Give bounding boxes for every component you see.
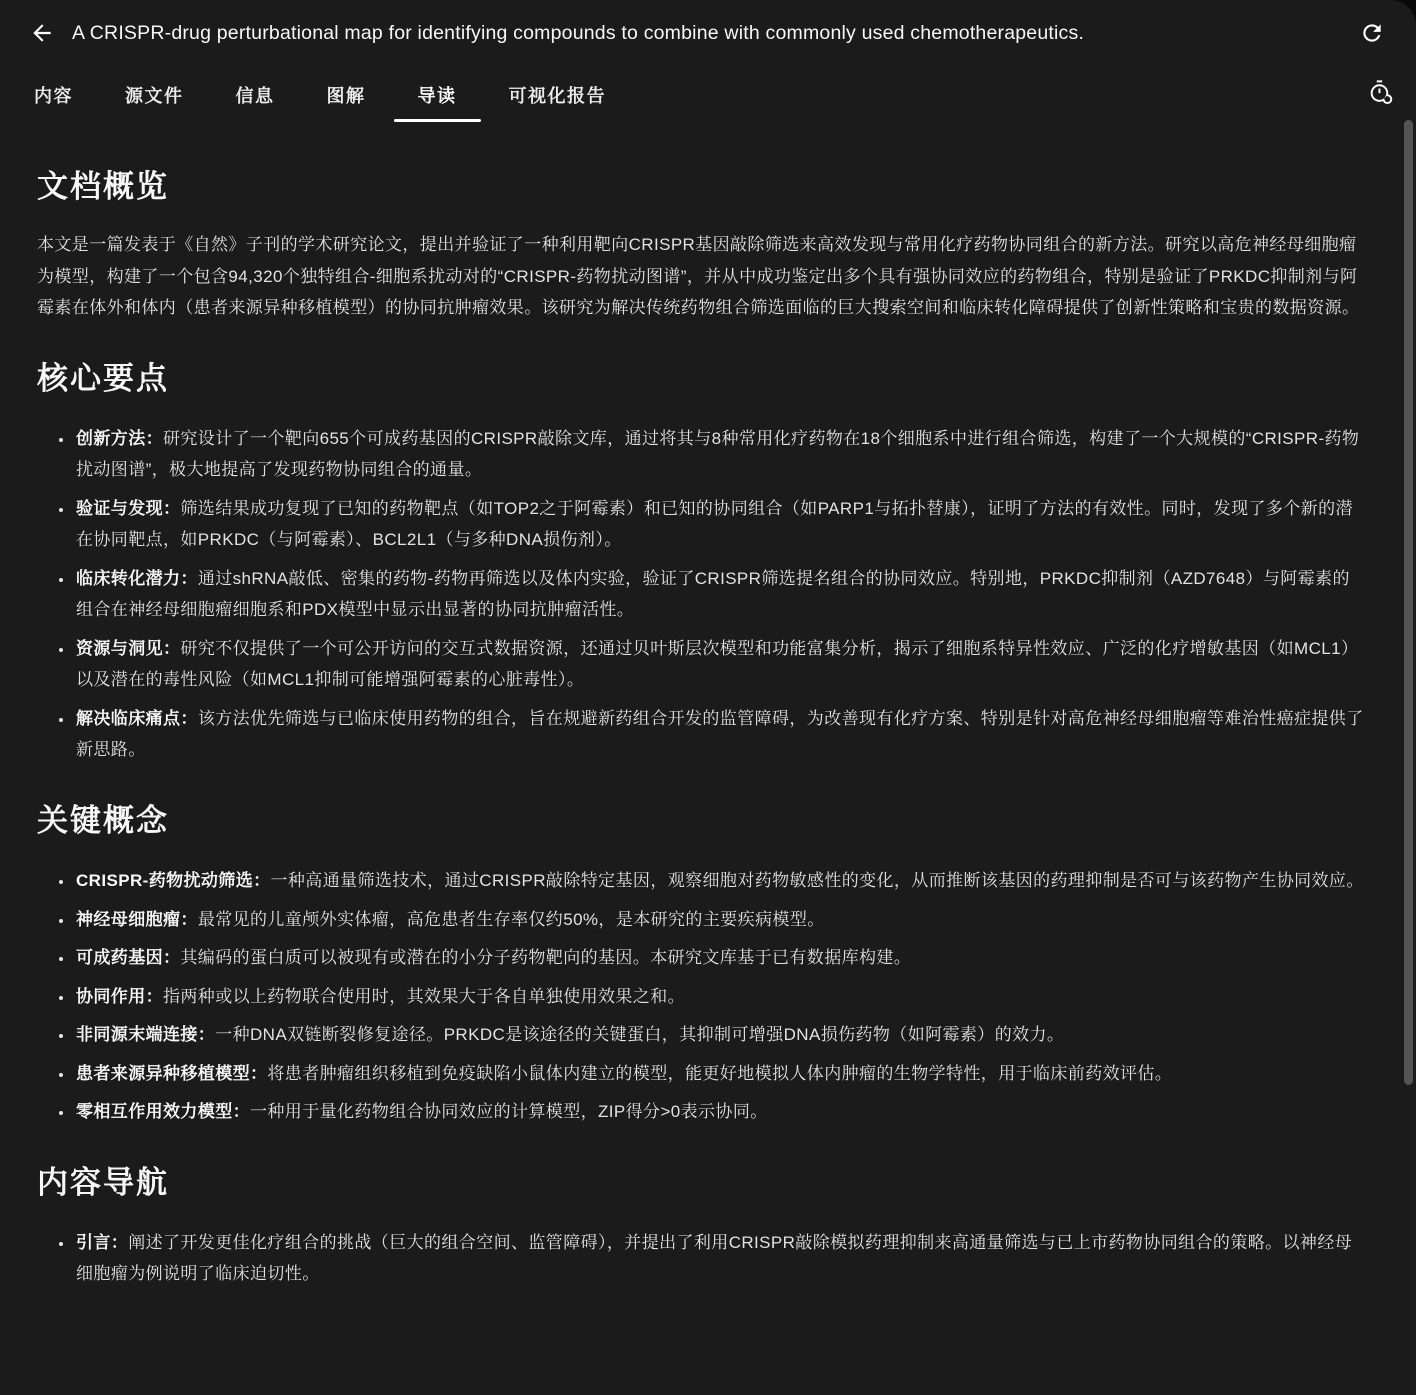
bullet-text: 研究不仅提供了一个可公开访问的交互式数据资源，还通过贝叶斯层次模型和功能富集分析，揭示了细胞系特异性效应、广泛的化疗增敏基因（如MCL1）以及潜在的毒性风险（如MCL1抑制可能增强阿霉素的心脏毒性）。 bbox=[76, 638, 1359, 690]
section-key-points bbox=[37, 360, 1366, 766]
bullet-text: 最常见的儿童颅外实体瘤，高危患者生存率仅约50%，是本研究的主要疾病模型。 bbox=[197, 909, 825, 929]
list-item bbox=[74, 703, 1366, 766]
bullet-term: 引言： bbox=[76, 1232, 129, 1252]
list-item bbox=[74, 563, 1366, 626]
tab-content[interactable]: 内容 bbox=[34, 86, 73, 106]
bullet-text: 阐述了开发更佳化疗组合的挑战（巨大的组合空间、监管障碍），并提出了利用CRISPR敲除模拟药理抑制来高通量筛选与已上市药物协同组合的策略。以神经母细胞瘤为例说明了临床迫切性。 bbox=[76, 1232, 1353, 1284]
list-item bbox=[74, 1227, 1366, 1290]
bullet-term: 资源与洞见： bbox=[76, 638, 181, 658]
header-bar bbox=[0, 0, 1416, 66]
tab-source-files[interactable]: 源文件 bbox=[125, 86, 184, 106]
document-title: A CRISPR-drug perturbational map for identifying compounds to combine with commonly used chemotherapeutics. bbox=[72, 21, 1085, 44]
section-heading-content-navigation: 内容导航 bbox=[37, 1164, 169, 1200]
bullet-term: 协同作用： bbox=[76, 986, 163, 1006]
content-navigation-list bbox=[37, 1227, 1366, 1290]
bullet-term: 解决临床痛点： bbox=[76, 708, 198, 728]
section-heading-overview: 文档概览 bbox=[37, 169, 169, 204]
bullet-term: 零相互作用效力模型： bbox=[76, 1102, 250, 1122]
bullet-term: 创新方法： bbox=[76, 428, 163, 448]
section-content-navigation bbox=[37, 1164, 1366, 1290]
bullet-term: 可成药基因： bbox=[76, 948, 181, 968]
section-heading-key-concepts: 关键概念 bbox=[37, 802, 169, 838]
timer-refresh-icon bbox=[1367, 79, 1393, 105]
bullet-text: 研究设计了一个靶向655个可成药基因的CRISPR敲除文库，通过将其与8种常用化疗药物在18个细胞系中进行组合筛选，构建了一个大规模的“CRISPR-药物扰动图谱”，极大地提高了发现药物协同组合的通量。 bbox=[76, 428, 1360, 480]
section-heading-key-points: 核心要点 bbox=[37, 360, 169, 396]
key-points-list bbox=[37, 423, 1366, 766]
back-button[interactable] bbox=[22, 13, 62, 53]
scrollbar-thumb[interactable] bbox=[1404, 120, 1413, 1085]
overview-paragraph: 本文是一篇发表于《自然》子刊的学术研究论文，提出并验证了一种利用靶向CRISPR基因敲除筛选来高效发现与常用化疗药物协同组合的新方法。研究以高危神经母细胞瘤为模型，构建了一个包含94,320个独特组合-细胞系扰动对的“CRISPR-药物扰动图谱”，并从中成功鉴定出多个具有强协同效应的药物组合，特别是验证了PRKDC抑制剂与阿霉素在体外和体内（患者来源异种移植模型）的协同抗肿瘤效果。该研究为解决传统药物组合筛选面临的巨大搜索空间和临床转化障碍提供了创新性策略和宝贵的数据资源。 bbox=[37, 235, 1360, 318]
bullet-term: 患者来源异种移植模型： bbox=[76, 1063, 268, 1083]
key-concepts-list bbox=[37, 865, 1366, 1128]
list-item bbox=[74, 1019, 1366, 1051]
tab-info[interactable]: 信息 bbox=[235, 86, 275, 106]
timer-refresh-button[interactable] bbox=[1360, 72, 1400, 112]
list-item bbox=[74, 1058, 1366, 1090]
list-item bbox=[74, 904, 1366, 936]
list-item bbox=[74, 493, 1366, 556]
bullet-text: 指两种或以上药物联合使用时，其效果大于各自单独使用效果之和。 bbox=[163, 986, 685, 1006]
bullet-text: 筛选结果成功复现了已知的药物靶点（如TOP2之于阿霉素）和已知的协同组合（如PARP1与拓扑替康），证明了方法的有效性。同时，发现了多个新的潜在协同靶点，如PRKDC（与阿霉素）、BCL2L1（与多种DNA损伤剂）。 bbox=[76, 498, 1353, 550]
list-item bbox=[74, 633, 1366, 696]
bullet-text: 将患者肿瘤组织移植到免疫缺陷小鼠体内建立的模型，能更好地模拟人体内肿瘤的生物学特性，用于临床前药效评估。 bbox=[267, 1063, 1173, 1083]
bullet-text: 一种高通量筛选技术，通过CRISPR敲除特定基因，观察细胞对药物敏感性的变化，从而推断该基因的药理抑制是否可与该药物产生协同效应。 bbox=[270, 871, 1364, 891]
list-item bbox=[74, 423, 1366, 486]
bullet-term: 验证与发现： bbox=[76, 498, 181, 518]
section-overview bbox=[37, 168, 1366, 324]
section-key-concepts bbox=[37, 802, 1366, 1128]
list-item bbox=[74, 942, 1366, 974]
bullet-term: CRISPR-药物扰动筛选： bbox=[76, 871, 271, 891]
bullet-text: 其编码的蛋白质可以被现有或潜在的小分子药物靶向的基因。本研究文库基于已有数据库构建。 bbox=[180, 948, 912, 968]
list-item bbox=[74, 981, 1366, 1013]
bullet-text: 该方法优先筛选与已临床使用药物的组合，旨在规避新药组合开发的监管障碍，为改善现有化疗方案、特别是针对高危神经母细胞瘤等难治性癌症提供了新思路。 bbox=[76, 708, 1364, 760]
bullet-text: 一种DNA双链断裂修复途径。PRKDC是该途径的关键蛋白，其抑制可增强DNA损伤药物（如阿霉素）的效力。 bbox=[215, 1025, 1065, 1045]
tab-guide[interactable]: 导读 bbox=[392, 66, 483, 124]
back-arrow-icon bbox=[29, 20, 55, 46]
bullet-term: 神经母细胞瘤： bbox=[76, 909, 198, 929]
refresh-icon bbox=[1359, 20, 1385, 46]
list-item bbox=[74, 1096, 1366, 1128]
reading-guide-content bbox=[0, 124, 1416, 1290]
refresh-button[interactable] bbox=[1352, 13, 1392, 53]
tab-bar bbox=[0, 66, 1416, 124]
bullet-term: 临床转化潜力： bbox=[76, 568, 198, 588]
list-item bbox=[74, 865, 1366, 897]
tab-diagram[interactable]: 图解 bbox=[326, 86, 366, 106]
bullet-text: 一种用于量化药物组合协同效应的计算模型，ZIP得分>0表示协同。 bbox=[250, 1102, 768, 1122]
scrollbar-track bbox=[1404, 112, 1414, 1395]
bullet-term: 非同源末端连接： bbox=[76, 1025, 216, 1045]
bullet-text: 通过shRNA敲低、密集的药物-药物再筛选以及体内实验，验证了CRISPR筛选提名组合的协同效应。特别地，PRKDC抑制剂（AZD7648）与阿霉素的组合在神经母细胞瘤细胞系和PDX模型中显示出显著的协同抗肿瘤活性。 bbox=[76, 568, 1350, 620]
tab-visual-report[interactable]: 可视化报告 bbox=[508, 86, 606, 106]
